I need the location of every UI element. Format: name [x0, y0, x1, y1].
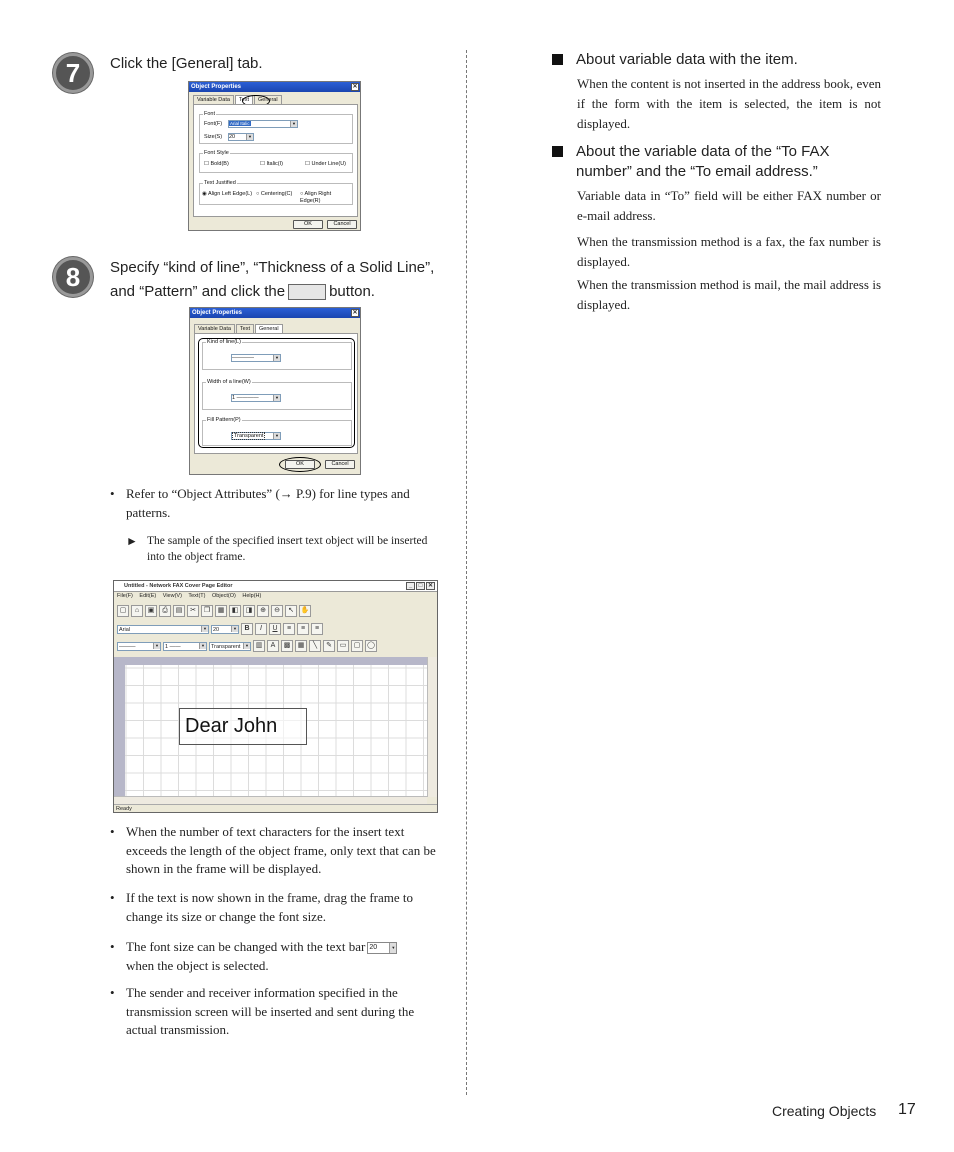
underline-icon[interactable]: U [269, 623, 281, 635]
font-select[interactable] [228, 120, 298, 128]
font-style-group [199, 150, 353, 173]
size-value: 20 [229, 134, 236, 140]
width-of-line-value: 1 ———— [232, 395, 259, 401]
paragraph-mail-method: When the transmission method is mail, the mail address is displayed. [577, 277, 881, 312]
note-sample-inserted [126, 534, 436, 565]
size-select[interactable] [228, 133, 254, 141]
font-value: Arial Italic [230, 121, 250, 126]
editor-title-bar [114, 581, 437, 592]
align-center-icon[interactable]: ≡ [297, 623, 309, 635]
open-icon[interactable]: ⌂ [131, 605, 143, 617]
chevron-down-icon[interactable]: ▼ [246, 134, 253, 140]
line-width-select[interactable] [163, 642, 207, 651]
align-right-radio[interactable]: ○ Align Right Edge(R) [300, 191, 332, 204]
cover-page[interactable] [125, 665, 427, 805]
object-properties-dialog-line [189, 307, 361, 475]
centering-label: Centering(C) [260, 191, 293, 197]
close-icon[interactable]: ✕ [352, 310, 358, 316]
preview-icon[interactable]: ▤ [173, 605, 185, 617]
object-properties-dialog-general [188, 81, 361, 231]
chevron-down-icon[interactable]: ▼ [243, 643, 250, 649]
note-text: The sample of the specified insert text object will be inserted into the object frame. [147, 535, 428, 563]
ellipse-icon[interactable]: ◯ [365, 640, 377, 652]
size-label: Size(S) [204, 134, 223, 140]
front-icon[interactable]: ◧ [229, 605, 241, 617]
bullet-sender-receiver [110, 984, 442, 1040]
rectangle-icon[interactable]: ▭ [337, 640, 349, 652]
close-icon[interactable]: ✕ [352, 84, 358, 90]
menu-help[interactable]: Help(H) [242, 593, 262, 599]
dialog-title: Object Properties [191, 84, 242, 90]
bullet-text: When the number of text characters for the insert text exceeds the length of the object frame, only text that can be shown in the frame will be displayed. [126, 824, 436, 876]
insert-field-icon[interactable]: ▥ [253, 640, 265, 652]
chevron-down-icon[interactable]: ▼ [201, 626, 208, 632]
square-bullet-icon [552, 146, 563, 157]
bullet-text-overflow [110, 823, 442, 879]
text-bar-size-value: 20 [369, 944, 378, 952]
text-bar-size-field [367, 942, 397, 954]
zoom-out-icon[interactable]: ⊖ [271, 605, 283, 617]
line-toolbar [117, 638, 377, 654]
bullet-object-attributes [110, 485, 440, 522]
align-right-label: Align Right Edge(R) [300, 191, 332, 204]
menu-file[interactable]: File(F) [117, 593, 133, 599]
fill-value: Transparent [211, 643, 241, 650]
step-8-title-line2 [110, 279, 375, 305]
chevron-down-icon[interactable]: ▼ [231, 626, 238, 632]
vertical-scrollbar[interactable] [427, 657, 437, 797]
tab-text[interactable]: Text [236, 324, 254, 333]
dialog-tabs [194, 324, 284, 333]
bullet-dot: • [110, 939, 115, 954]
step-8-title-line1: Specify “kind of line”, “Thickness of a Solid Line”, [110, 259, 435, 276]
pen-icon[interactable]: ✎ [323, 640, 335, 652]
chevron-down-icon[interactable]: ▼ [199, 643, 206, 649]
width-of-line-select[interactable] [231, 394, 281, 402]
cover-page-editor-window [113, 580, 438, 813]
align-left-radio[interactable]: ◉ Align Left Edge(L) [202, 191, 253, 197]
arrow-right-icon: ► [126, 534, 138, 548]
save-icon[interactable]: ▣ [145, 605, 157, 617]
font-value: Arial [119, 626, 131, 633]
cancel-button[interactable]: Cancel [325, 460, 355, 469]
width-of-line-label: Width of a line(W) [207, 379, 251, 385]
heading-to-fax-email-line2: number” and the “To email address.” [576, 163, 818, 180]
menu-view[interactable]: View(V) [162, 593, 182, 599]
close-icon[interactable]: ✕ [427, 583, 434, 589]
bullet-text [110, 938, 442, 975]
chevron-down-icon[interactable]: ▼ [273, 433, 280, 439]
paragraph-fax-method: When the transmission method is a fax, the fax number is displayed. [577, 234, 881, 269]
align-left-label: Align Left Edge(L) [208, 191, 253, 197]
tab-general[interactable]: General [254, 95, 282, 104]
chevron-down-icon[interactable]: ▼ [273, 355, 280, 361]
copy-icon[interactable]: ❐ [201, 605, 213, 617]
bullet-drag-frame [110, 889, 442, 926]
paragraph-variable-data-item: When the content is not inserted in the address book, even if the form with the item is selected, the item is not displayed. [577, 76, 881, 131]
editor-canvas-area[interactable] [114, 657, 427, 797]
status-bar: Ready [114, 804, 437, 812]
heading-variable-data-item: About variable data with the item. [576, 51, 798, 68]
underline-checkbox[interactable]: ☐ Under Line(U) [305, 161, 347, 167]
chevron-down-icon[interactable]: ▼ [153, 643, 160, 649]
chevron-down-icon: ▼ [389, 943, 396, 953]
kind-of-line-group [202, 339, 352, 370]
new-icon[interactable]: ▢ [117, 605, 129, 617]
column-divider [466, 50, 467, 1095]
bullet-dot: • [110, 486, 115, 501]
rounded-rectangle-icon[interactable]: ▢ [351, 640, 363, 652]
width-of-line-group [202, 379, 352, 410]
font-label: Font(F) [204, 121, 223, 127]
footer-section-title: Creating Objects [772, 1103, 877, 1119]
text-object-frame[interactable]: Dear John [179, 708, 307, 745]
line-kind-select[interactable]: ——— ▼ [117, 642, 161, 651]
font-group [199, 111, 353, 144]
menu-text[interactable]: Text(T) [188, 593, 206, 599]
bullet-dot: • [110, 890, 115, 905]
font-style-label: Font Style [204, 150, 229, 156]
standard-toolbar [117, 603, 311, 619]
bullet-text: Refer to “Object Attributes” (→ P.9) for line types and patterns. [126, 486, 410, 520]
hand-icon[interactable]: ✋ [299, 605, 311, 617]
size-select[interactable] [211, 625, 239, 634]
underline-label: Under Line(U) [311, 161, 347, 167]
font-bullet-text: The font size can be changed with the text bar [126, 939, 366, 954]
text-justified-label: Text Justified [204, 180, 236, 186]
align-left-icon[interactable]: ≡ [283, 623, 295, 635]
step-7-title: Click the [General] tab. [110, 55, 263, 72]
dialog-panel [193, 104, 358, 217]
font-group-label: Font [204, 111, 216, 117]
centering-radio[interactable]: ○ Centering(C) [256, 191, 293, 197]
fill-pattern-label: Fill Pattern(P) [207, 417, 241, 423]
fill-select[interactable] [209, 642, 251, 651]
table-icon[interactable]: ▦ [295, 640, 307, 652]
chevron-down-icon[interactable]: ▼ [273, 395, 280, 401]
line-width-value: 1 —— [165, 643, 181, 650]
bullet-dot: • [110, 824, 115, 839]
dialog-title-bar [190, 308, 360, 318]
line-tool-icon[interactable]: ╲ [309, 640, 321, 652]
paragraph-to-field: Variable data in “To” field will be either FAX number or e-mail address. [577, 188, 881, 223]
ok-button[interactable]: OK [293, 220, 323, 229]
square-bullet-icon [552, 54, 563, 65]
size-value: 20 [213, 626, 220, 633]
page-number: 17 [898, 1101, 916, 1118]
bold-icon[interactable]: B [241, 623, 253, 635]
bullet-font-size [110, 938, 442, 975]
fill-pattern-group [202, 417, 352, 446]
image-icon[interactable]: ▩ [281, 640, 293, 652]
dialog-title: Object Properties [192, 310, 243, 316]
italic-label: Italic(I) [266, 161, 283, 167]
dialog-title-bar [189, 82, 360, 92]
zoom-in-icon[interactable]: ⊕ [257, 605, 269, 617]
back-icon[interactable]: ◨ [243, 605, 255, 617]
minimize-icon[interactable]: _ [406, 582, 415, 590]
horizontal-scrollbar[interactable] [114, 796, 427, 804]
fill-pattern-select[interactable] [231, 432, 281, 440]
menu-object[interactable]: Object(O) [212, 593, 236, 599]
text-justified-group [199, 180, 353, 205]
bullet-text: If the text is now shown in the frame, drag the frame to change its size or change the font size. [126, 890, 413, 924]
cut-icon[interactable]: ✂ [187, 605, 199, 617]
print-icon[interactable]: ⎙ [159, 605, 171, 617]
kind-of-line-label: Kind of line(L) [207, 339, 241, 345]
kind-of-line-select[interactable] [231, 354, 281, 362]
paste-icon[interactable]: ▦ [215, 605, 227, 617]
step-7-number: 7 [53, 53, 93, 93]
bullet-text: The sender and receiver information specified in the transmission screen will be inserted and sent during the actual transmission. [126, 985, 415, 1037]
italic-icon[interactable]: I [255, 623, 267, 635]
bold-label: Bold(B) [210, 161, 229, 167]
text-toolbar [117, 621, 323, 637]
ok-button-illustration [288, 284, 326, 300]
tab-general[interactable]: General [255, 324, 283, 333]
tab-variable-data[interactable]: Variable Data [194, 324, 235, 333]
pointer-icon[interactable]: ↖ [285, 605, 297, 617]
text-tool-icon[interactable]: A [267, 640, 279, 652]
tab-variable-data[interactable]: Variable Data [193, 95, 234, 104]
italic-checkbox[interactable]: ☐ Italic(I) [260, 161, 283, 167]
cancel-button[interactable]: Cancel [327, 220, 357, 229]
tab-text[interactable]: Text [235, 95, 253, 104]
ok-button[interactable]: OK [285, 460, 315, 469]
align-right-icon[interactable]: ≡ [311, 623, 323, 635]
step-8-title-post: button. [329, 283, 375, 300]
kind-of-line-value: ———— [232, 355, 254, 361]
bold-checkbox[interactable]: ☐ Bold(B) [204, 161, 229, 167]
editor-menu-bar [114, 592, 437, 600]
heading-to-fax-email-line1: About the variable data of the “To FAX [576, 143, 830, 160]
editor-title: Untitled - Network FAX Cover Page Editor [124, 583, 233, 589]
step-8-number: 8 [53, 257, 93, 297]
chevron-down-icon[interactable]: ▼ [290, 121, 297, 127]
maximize-icon[interactable]: □ [416, 582, 425, 590]
step-8-title-pre: and “Pattern” and click the [110, 283, 286, 300]
font-select[interactable] [117, 625, 209, 634]
bullet-dot: • [110, 985, 115, 1000]
menu-edit[interactable]: Edit(E) [139, 593, 157, 599]
font-bullet-text-2: when the object is selected. [126, 957, 269, 973]
dialog-panel [194, 333, 358, 454]
fill-pattern-value: Transparent [234, 433, 264, 439]
ok-button-highlight [279, 457, 321, 472]
